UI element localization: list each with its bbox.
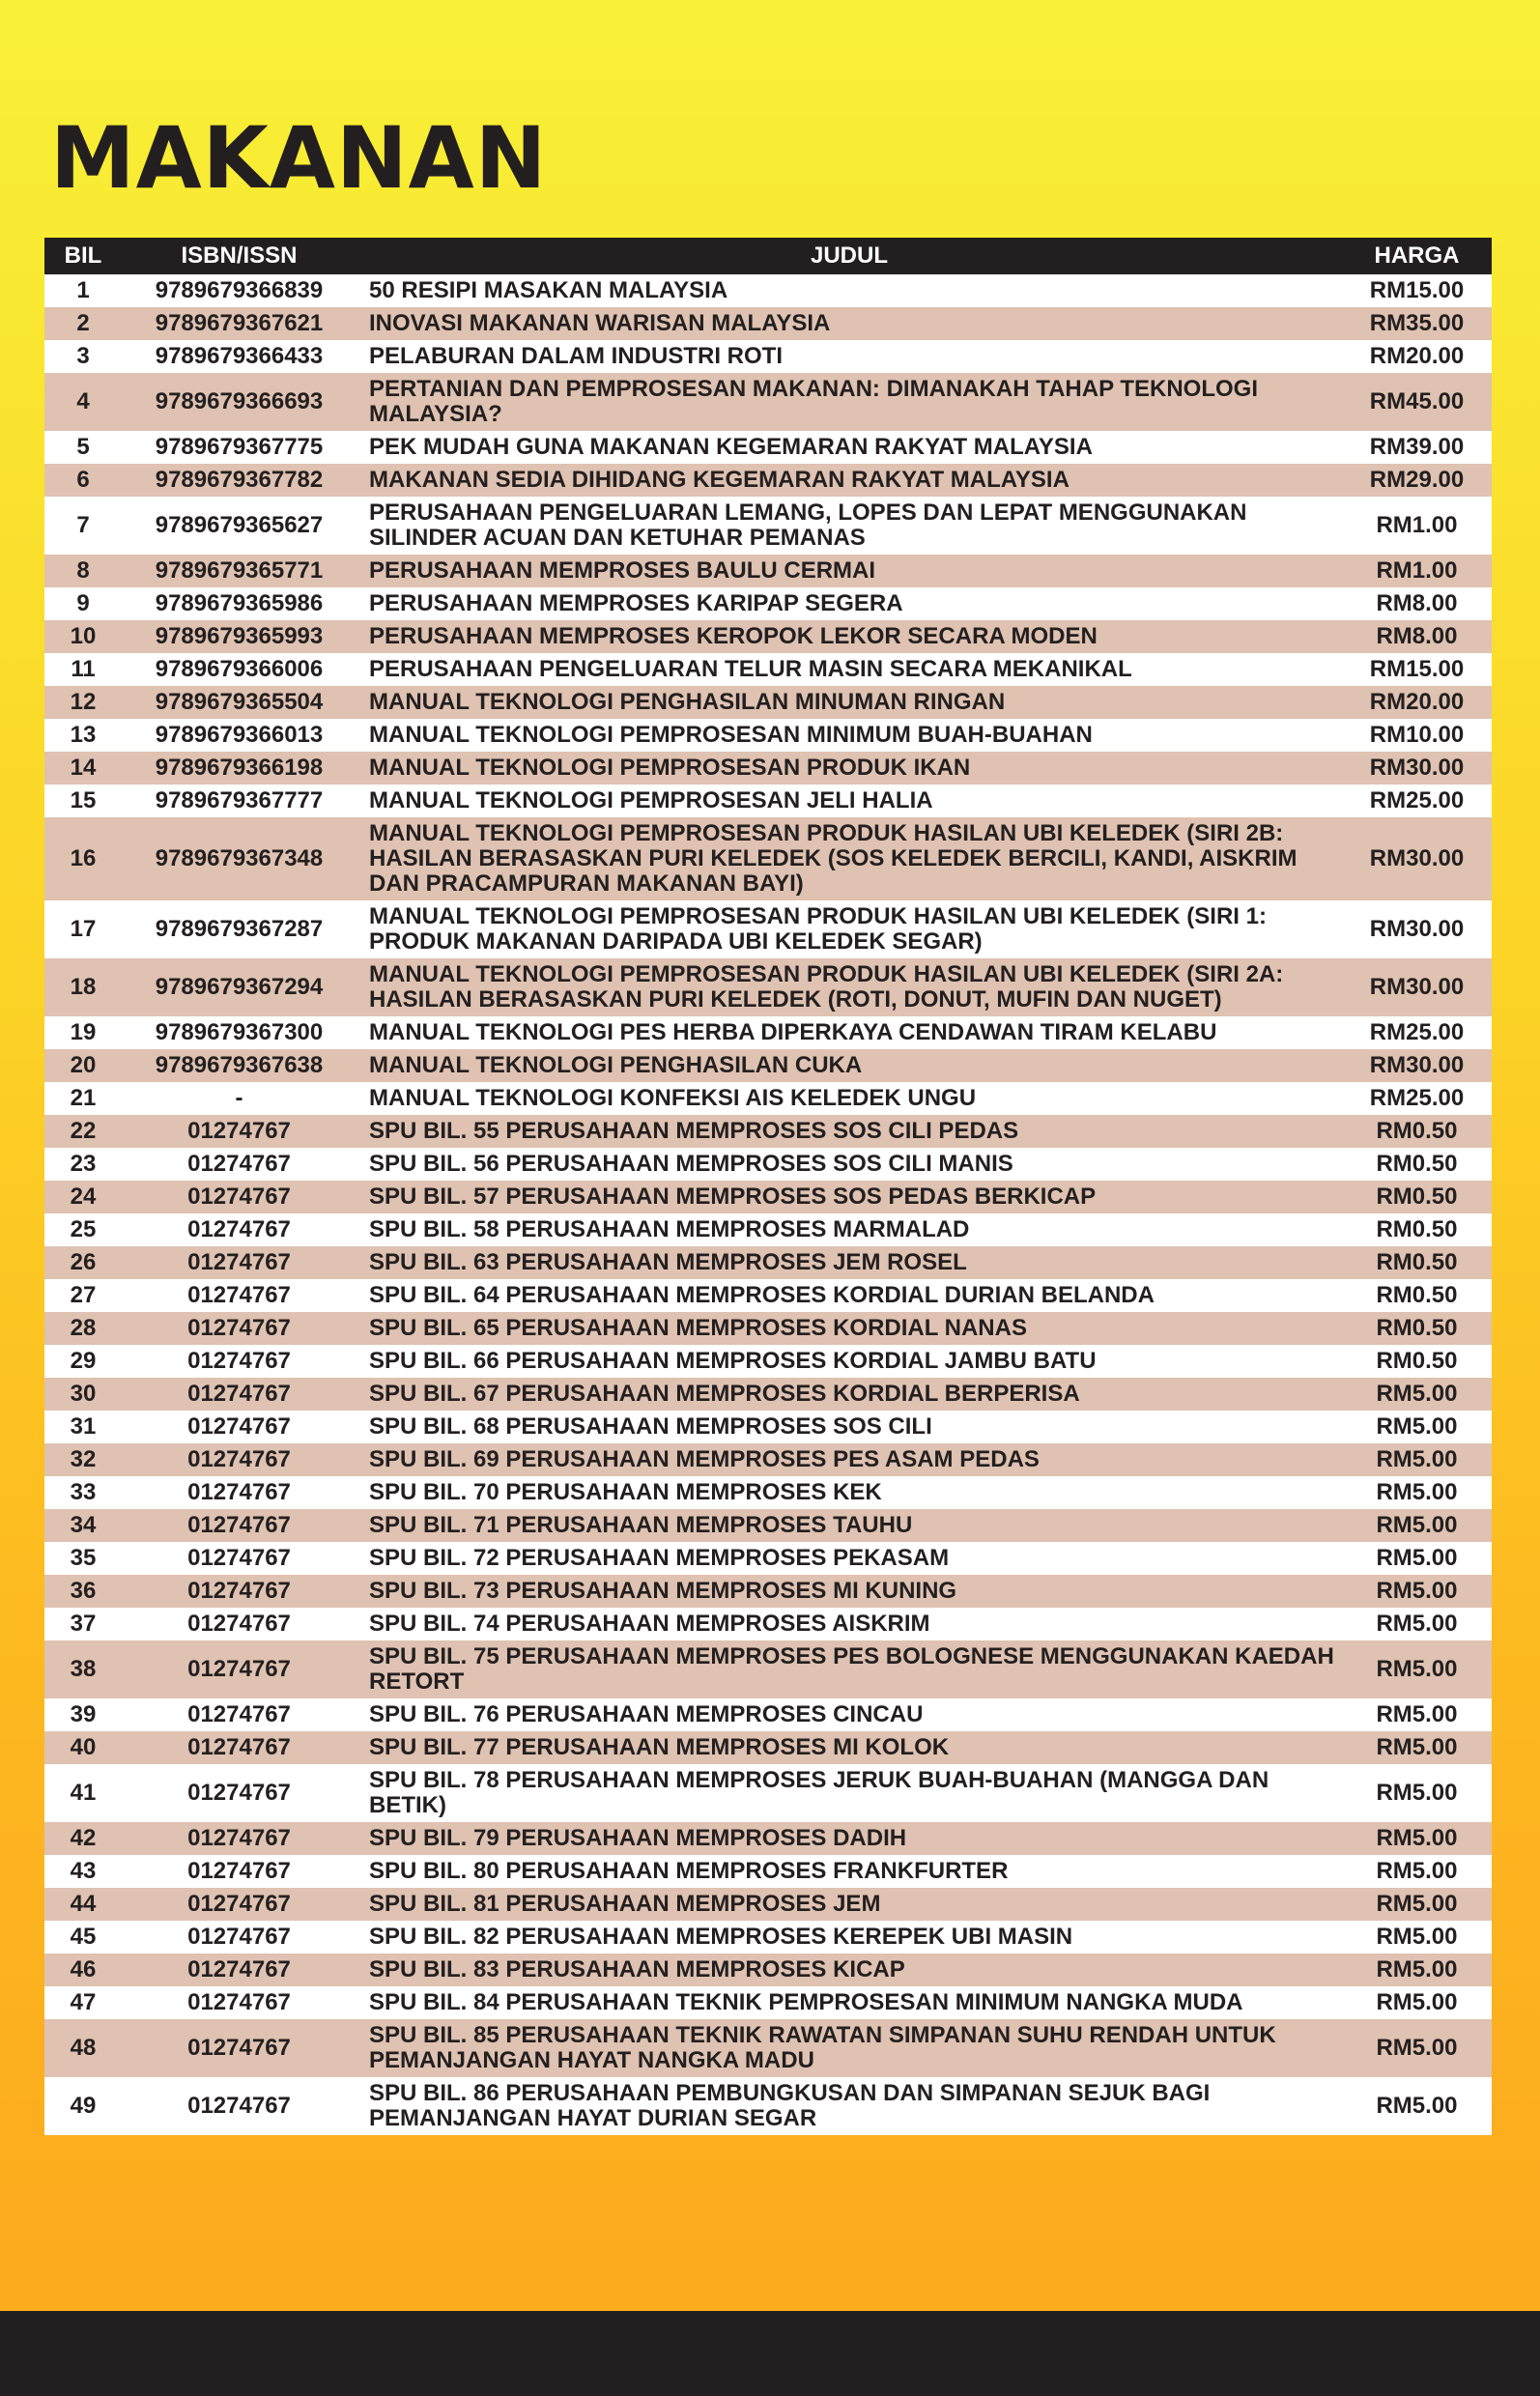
cell-bil: 5 bbox=[76, 434, 90, 460]
cell-isbn: 9789679365993 bbox=[155, 623, 324, 649]
cell-bil: 29 bbox=[70, 1348, 97, 1374]
table-row bbox=[44, 620, 1492, 653]
cell-judul: SPU BIL. 67 PERUSAHAAN MEMPROSES KORDIAL BERPERISA bbox=[369, 1381, 1080, 1407]
cell-bil: 45 bbox=[70, 1924, 97, 1950]
cell-judul: SPU BIL. 78 PERUSAHAAN MEMPROSES JERUK BUAH-BUAHAN (MANGGA DAN BETIK) bbox=[369, 1767, 1269, 1818]
cell-isbn: 01274767 bbox=[187, 1216, 291, 1242]
table-row bbox=[44, 1608, 1492, 1640]
cell-judul: SPU BIL. 73 PERUSAHAAN MEMPROSES MI KUNING bbox=[369, 1578, 957, 1604]
cell-bil: 42 bbox=[70, 1825, 97, 1851]
table-row bbox=[44, 1698, 1492, 1731]
cell-harga: RM5.00 bbox=[1376, 1512, 1458, 1538]
cell-harga: RM5.00 bbox=[1376, 1825, 1458, 1851]
cell-bil: 39 bbox=[70, 1701, 97, 1727]
cell-harga: RM5.00 bbox=[1376, 1446, 1458, 1472]
cell-bil: 21 bbox=[70, 1085, 97, 1111]
table-row bbox=[44, 1640, 1492, 1698]
cell-harga: RM5.00 bbox=[1376, 1656, 1458, 1682]
cell-harga: RM10.00 bbox=[1369, 722, 1465, 748]
cell-judul: SPU BIL. 79 PERUSAHAAN MEMPROSES DADIH bbox=[369, 1825, 907, 1851]
cell-harga: RM0.50 bbox=[1376, 1216, 1458, 1242]
cell-harga: RM0.50 bbox=[1376, 1118, 1458, 1144]
cell-isbn: 9789679366693 bbox=[155, 388, 324, 414]
cell-bil: 17 bbox=[70, 916, 97, 942]
cell-harga: RM5.00 bbox=[1376, 1611, 1458, 1637]
cell-bil: 13 bbox=[70, 722, 97, 748]
cell-bil: 16 bbox=[70, 845, 97, 871]
cell-harga: RM5.00 bbox=[1376, 1734, 1458, 1760]
cell-bil: 23 bbox=[70, 1151, 97, 1177]
table-row bbox=[44, 1378, 1492, 1411]
cell-isbn: 01274767 bbox=[187, 1249, 291, 1275]
cell-isbn: 01274767 bbox=[187, 1184, 291, 1210]
cell-judul: SPU BIL. 76 PERUSAHAAN MEMPROSES CINCAU bbox=[369, 1701, 924, 1727]
cell-isbn: 01274767 bbox=[187, 1858, 291, 1884]
cell-judul: MANUAL TEKNOLOGI KONFEKSI AIS KELEDEK UNGU bbox=[369, 1085, 977, 1111]
cell-bil: 33 bbox=[70, 1479, 97, 1505]
table-row bbox=[44, 2077, 1492, 2135]
cell-bil: 4 bbox=[76, 388, 90, 414]
table-row bbox=[44, 1764, 1492, 1822]
cell-isbn: 9789679367782 bbox=[155, 467, 324, 493]
cell-isbn: 01274767 bbox=[187, 1151, 291, 1177]
cell-harga: RM0.50 bbox=[1376, 1282, 1458, 1308]
cell-harga: RM15.00 bbox=[1369, 656, 1465, 682]
cell-harga: RM30.00 bbox=[1369, 916, 1465, 942]
cell-harga: RM5.00 bbox=[1376, 1381, 1458, 1407]
cell-isbn: 9789679366433 bbox=[155, 343, 324, 369]
cell-judul: MANUAL TEKNOLOGI PEMPROSESAN MINIMUM BUAH-BUAHAN bbox=[369, 722, 1093, 748]
table-row bbox=[44, 274, 1492, 307]
cell-judul: SPU BIL. 77 PERUSAHAAN MEMPROSES MI KOLOK bbox=[369, 1734, 950, 1760]
cell-isbn: 9789679365771 bbox=[155, 557, 324, 584]
table-row bbox=[44, 587, 1492, 620]
cell-isbn: 01274767 bbox=[187, 1348, 291, 1374]
cell-judul: MANUAL TEKNOLOGI PEMPROSESAN JELI HALIA bbox=[369, 787, 933, 813]
cell-judul: PERUSAHAAN MEMPROSES KEROPOK LEKOR SECARA MODEN bbox=[369, 623, 1098, 649]
cell-harga: RM25.00 bbox=[1369, 787, 1465, 813]
cell-isbn: 01274767 bbox=[187, 1512, 291, 1538]
cell-judul: SPU BIL. 68 PERUSAHAAN MEMPROSES SOS CILI bbox=[369, 1413, 932, 1440]
cell-harga: RM5.00 bbox=[1376, 2035, 1458, 2061]
cell-bil: 41 bbox=[70, 1780, 97, 1806]
cell-bil: 49 bbox=[70, 2093, 97, 2119]
cell-bil: 15 bbox=[70, 787, 97, 813]
table-row bbox=[44, 1181, 1492, 1213]
cell-harga: RM20.00 bbox=[1369, 689, 1465, 715]
cell-bil: 6 bbox=[76, 467, 90, 493]
cell-harga: RM8.00 bbox=[1376, 623, 1458, 649]
cell-bil: 2 bbox=[76, 310, 90, 336]
cell-harga: RM5.00 bbox=[1376, 1780, 1458, 1806]
cell-isbn: 01274767 bbox=[187, 1825, 291, 1851]
cell-bil: 3 bbox=[76, 343, 90, 369]
cell-harga: RM25.00 bbox=[1369, 1019, 1465, 1045]
cell-judul: SPU BIL. 63 PERUSAHAAN MEMPROSES JEM ROSEL bbox=[369, 1249, 967, 1275]
cell-bil: 34 bbox=[70, 1512, 97, 1538]
cell-judul: SPU BIL. 85 PERUSAHAAN TEKNIK RAWATAN SIMPANAN SUHU RENDAH UNTUK PEMANJANGAN HAYAT NANGKA MADU bbox=[369, 2022, 1276, 2073]
cell-judul: PERUSAHAAN MEMPROSES KARIPAP SEGERA bbox=[369, 590, 903, 616]
cell-harga: RM35.00 bbox=[1369, 310, 1465, 336]
cell-bil: 9 bbox=[76, 590, 90, 616]
cell-bil: 14 bbox=[70, 755, 97, 781]
cell-harga: RM0.50 bbox=[1376, 1315, 1458, 1341]
cell-bil: 30 bbox=[70, 1381, 97, 1407]
cell-bil: 24 bbox=[70, 1184, 97, 1210]
cell-bil: 10 bbox=[70, 623, 97, 649]
cell-judul: MAKANAN SEDIA DIHIDANG KEGEMARAN RAKYAT MALAYSIA bbox=[369, 467, 1069, 493]
cell-harga: RM30.00 bbox=[1369, 1052, 1465, 1078]
cell-bil: 44 bbox=[70, 1891, 97, 1917]
cell-judul: MANUAL TEKNOLOGI PEMPROSESAN PRODUK HASILAN UBI KELEDEK (SIRI 2B: HASILAN BERASASKAN PURI KELEDEK (SOS KELEDEK BERCILI, KANDI, AISKRIM DAN PRACAMPURAN MAKANAN BAYI) bbox=[369, 820, 1298, 897]
header-bil: BIL bbox=[64, 242, 102, 269]
table-row bbox=[44, 373, 1492, 431]
cell-bil: 47 bbox=[70, 1989, 97, 2015]
table-row bbox=[44, 1954, 1492, 1986]
cell-isbn: 01274767 bbox=[187, 1656, 291, 1682]
cell-isbn: 9789679366006 bbox=[155, 656, 324, 682]
cell-isbn: 9789679367287 bbox=[155, 916, 324, 942]
table-row bbox=[44, 1575, 1492, 1608]
cell-judul: MANUAL TEKNOLOGI PENGHASILAN CUKA bbox=[369, 1052, 863, 1078]
cell-isbn: 9789679365504 bbox=[155, 689, 324, 715]
cell-harga: RM5.00 bbox=[1376, 1413, 1458, 1440]
cell-bil: 28 bbox=[70, 1315, 97, 1341]
cell-isbn: 9789679366013 bbox=[155, 722, 324, 748]
cell-judul: SPU BIL. 58 PERUSAHAAN MEMPROSES MARMALAD bbox=[369, 1216, 970, 1242]
cell-judul: MANUAL TEKNOLOGI PES HERBA DIPERKAYA CENDAWAN TIRAM KELABU bbox=[369, 1019, 1217, 1045]
cell-judul: SPU BIL. 66 PERUSAHAAN MEMPROSES KORDIAL JAMBU BATU bbox=[369, 1348, 1097, 1374]
cell-isbn: 9789679367775 bbox=[155, 434, 324, 460]
cell-judul: MANUAL TEKNOLOGI PEMPROSESAN PRODUK HASILAN UBI KELEDEK (SIRI 1: PRODUK MAKANAN DARIPADA UBI KELEDEK SEGAR) bbox=[369, 903, 1267, 955]
cell-bil: 25 bbox=[70, 1216, 97, 1242]
cell-bil: 37 bbox=[70, 1611, 97, 1637]
cell-harga: RM30.00 bbox=[1369, 845, 1465, 871]
cell-judul: SPU BIL. 84 PERUSAHAAN TEKNIK PEMPROSESAN MINIMUM NANGKA MUDA bbox=[369, 1989, 1243, 2015]
cell-isbn: 01274767 bbox=[187, 1282, 291, 1308]
header-isbn: ISBN/ISSN bbox=[181, 242, 298, 269]
price-table bbox=[44, 238, 1492, 2135]
cell-harga: RM0.50 bbox=[1376, 1184, 1458, 1210]
table-row bbox=[44, 1921, 1492, 1954]
cell-judul: SPU BIL. 75 PERUSAHAAN MEMPROSES PES BOLOGNESE MENGGUNAKAN KAEDAH RETORT bbox=[369, 1643, 1334, 1695]
cell-isbn: 01274767 bbox=[187, 1780, 291, 1806]
table-row bbox=[44, 1855, 1492, 1888]
cell-bil: 7 bbox=[76, 512, 90, 538]
table-row bbox=[44, 555, 1492, 587]
table-row bbox=[44, 497, 1492, 555]
cell-judul: MANUAL TEKNOLOGI PEMPROSESAN PRODUK IKAN bbox=[369, 755, 971, 781]
table-body bbox=[44, 274, 1492, 2135]
cell-bil: 31 bbox=[70, 1413, 97, 1440]
cell-bil: 18 bbox=[70, 974, 97, 1000]
table-row bbox=[44, 1411, 1492, 1443]
cell-isbn: 9789679365627 bbox=[155, 512, 324, 538]
table-row bbox=[44, 784, 1492, 817]
table-row bbox=[44, 686, 1492, 719]
table-row bbox=[44, 1049, 1492, 1082]
footer-bar bbox=[0, 2311, 1540, 2396]
cell-harga: RM1.00 bbox=[1376, 557, 1458, 584]
cell-judul: SPU BIL. 80 PERUSAHAAN MEMPROSES FRANKFURTER bbox=[369, 1858, 1009, 1884]
cell-harga: RM5.00 bbox=[1376, 1701, 1458, 1727]
table-row bbox=[44, 1016, 1492, 1049]
cell-judul: MANUAL TEKNOLOGI PENGHASILAN MINUMAN RINGAN bbox=[369, 689, 1006, 715]
cell-judul: PERUSAHAAN PENGELUARAN LEMANG, LOPES DAN LEPAT MENGGUNAKAN SILINDER ACUAN DAN KETUHAR PEMANAS bbox=[369, 499, 1247, 551]
cell-isbn: 01274767 bbox=[187, 1611, 291, 1637]
cell-harga: RM5.00 bbox=[1376, 1891, 1458, 1917]
cell-judul: SPU BIL. 82 PERUSAHAAN MEMPROSES KEREPEK UBI MASIN bbox=[369, 1924, 1073, 1950]
cell-harga: RM5.00 bbox=[1376, 1956, 1458, 1982]
cell-judul: PEK MUDAH GUNA MAKANAN KEGEMARAN RAKYAT MALAYSIA bbox=[369, 434, 1093, 460]
table-row bbox=[44, 719, 1492, 752]
cell-bil: 40 bbox=[70, 1734, 97, 1760]
cell-bil: 43 bbox=[70, 1858, 97, 1884]
table-row bbox=[44, 340, 1492, 373]
cell-harga: RM29.00 bbox=[1369, 467, 1465, 493]
cell-bil: 19 bbox=[70, 1019, 97, 1045]
table-row bbox=[44, 2019, 1492, 2077]
table-row bbox=[44, 1345, 1492, 1378]
cell-harga: RM8.00 bbox=[1376, 590, 1458, 616]
page-title: MAKANAN bbox=[50, 108, 548, 208]
table-row bbox=[44, 1822, 1492, 1855]
cell-bil: 12 bbox=[70, 689, 97, 715]
cell-isbn: 9789679365986 bbox=[155, 590, 324, 616]
cell-isbn: 01274767 bbox=[187, 1381, 291, 1407]
cell-bil: 38 bbox=[70, 1656, 97, 1682]
table-row bbox=[44, 817, 1492, 900]
cell-isbn: 9789679367621 bbox=[155, 310, 324, 336]
cell-harga: RM20.00 bbox=[1369, 343, 1465, 369]
cell-harga: RM45.00 bbox=[1369, 388, 1465, 414]
table-row bbox=[44, 1115, 1492, 1148]
cell-isbn: 9789679367300 bbox=[155, 1019, 324, 1045]
table-row bbox=[44, 1246, 1492, 1279]
cell-isbn: 9789679367348 bbox=[155, 845, 324, 871]
price-table-container bbox=[44, 238, 1492, 2135]
cell-isbn: 01274767 bbox=[187, 1118, 291, 1144]
cell-judul: PERTANIAN DAN PEMPROSESAN MAKANAN: DIMANAKAH TAHAP TEKNOLOGI MALAYSIA? bbox=[369, 376, 1259, 427]
cell-harga: RM5.00 bbox=[1376, 1924, 1458, 1950]
cell-harga: RM1.00 bbox=[1376, 512, 1458, 538]
cell-judul: PELABURAN DALAM INDUSTRI ROTI bbox=[369, 343, 783, 369]
cell-isbn: 01274767 bbox=[187, 1545, 291, 1571]
cell-isbn: 01274767 bbox=[187, 1891, 291, 1917]
table-header bbox=[44, 238, 1492, 274]
table-row bbox=[44, 431, 1492, 464]
cell-harga: RM5.00 bbox=[1376, 1989, 1458, 2015]
cell-bil: 46 bbox=[70, 1956, 97, 1982]
cell-isbn: 01274767 bbox=[187, 1446, 291, 1472]
cell-isbn: 01274767 bbox=[187, 1956, 291, 1982]
cell-isbn: 9789679367638 bbox=[155, 1052, 324, 1078]
cell-judul: 50 RESIPI MASAKAN MALAYSIA bbox=[369, 277, 728, 303]
table-row bbox=[44, 1888, 1492, 1921]
cell-judul: SPU BIL. 81 PERUSAHAAN MEMPROSES JEM bbox=[369, 1891, 881, 1917]
table-row bbox=[44, 1213, 1492, 1246]
cell-isbn: 01274767 bbox=[187, 1701, 291, 1727]
table-row bbox=[44, 958, 1492, 1016]
cell-judul: SPU BIL. 74 PERUSAHAAN MEMPROSES AISKRIM bbox=[369, 1611, 930, 1637]
table-row bbox=[44, 1312, 1492, 1345]
cell-judul: SPU BIL. 64 PERUSAHAAN MEMPROSES KORDIAL DURIAN BELANDA bbox=[369, 1282, 1155, 1308]
table-row bbox=[44, 900, 1492, 958]
cell-bil: 20 bbox=[70, 1052, 97, 1078]
table-header-row bbox=[44, 238, 1492, 274]
table-row bbox=[44, 1731, 1492, 1764]
cell-isbn: 01274767 bbox=[187, 1479, 291, 1505]
cell-judul: SPU BIL. 65 PERUSAHAAN MEMPROSES KORDIAL NANAS bbox=[369, 1315, 1027, 1341]
cell-harga: RM5.00 bbox=[1376, 2093, 1458, 2119]
cell-harga: RM15.00 bbox=[1369, 277, 1465, 303]
table-row bbox=[44, 1509, 1492, 1542]
cell-isbn: 01274767 bbox=[187, 2035, 291, 2061]
table-row bbox=[44, 1443, 1492, 1476]
cell-judul: INOVASI MAKANAN WARISAN MALAYSIA bbox=[369, 310, 831, 336]
header-harga: HARGA bbox=[1374, 242, 1460, 269]
cell-bil: 27 bbox=[70, 1282, 97, 1308]
cell-bil: 11 bbox=[71, 656, 96, 682]
cell-judul: SPU BIL. 70 PERUSAHAAN MEMPROSES KEK bbox=[369, 1479, 882, 1505]
cell-harga: RM0.50 bbox=[1376, 1151, 1458, 1177]
cell-judul: SPU BIL. 83 PERUSAHAAN MEMPROSES KICAP bbox=[369, 1956, 905, 1982]
table-row bbox=[44, 1082, 1492, 1115]
cell-bil: 1 bbox=[76, 277, 90, 303]
cell-judul: SPU BIL. 56 PERUSAHAAN MEMPROSES SOS CILI MANIS bbox=[369, 1151, 1013, 1177]
cell-isbn: 9789679366198 bbox=[155, 755, 324, 781]
cell-judul: SPU BIL. 55 PERUSAHAAN MEMPROSES SOS CILI PEDAS bbox=[369, 1118, 1019, 1144]
cell-isbn: 01274767 bbox=[187, 1734, 291, 1760]
table-row bbox=[44, 1279, 1492, 1312]
cell-harga: RM5.00 bbox=[1376, 1858, 1458, 1884]
cell-harga: RM0.50 bbox=[1376, 1249, 1458, 1275]
cell-isbn: 01274767 bbox=[187, 1989, 291, 2015]
table-row bbox=[44, 1476, 1492, 1509]
cell-judul: PERUSAHAAN PENGELUARAN TELUR MASIN SECARA MEKANIKAL bbox=[369, 656, 1132, 682]
cell-isbn: 9789679367777 bbox=[155, 787, 324, 813]
cell-isbn: 01274767 bbox=[187, 1413, 291, 1440]
cell-isbn: 9789679366839 bbox=[155, 277, 324, 303]
cell-harga: RM5.00 bbox=[1376, 1479, 1458, 1505]
cell-judul: SPU BIL. 57 PERUSAHAAN MEMPROSES SOS PEDAS BERKICAP bbox=[369, 1184, 1097, 1210]
cell-isbn: 01274767 bbox=[187, 1315, 291, 1341]
cell-isbn: 01274767 bbox=[187, 1924, 291, 1950]
cell-bil: 35 bbox=[70, 1545, 97, 1571]
cell-judul: SPU BIL. 72 PERUSAHAAN MEMPROSES PEKASAM bbox=[369, 1545, 950, 1571]
cell-harga: RM30.00 bbox=[1369, 755, 1465, 781]
table-row bbox=[44, 752, 1492, 784]
cell-bil: 26 bbox=[70, 1249, 97, 1275]
cell-harga: RM30.00 bbox=[1369, 974, 1465, 1000]
cell-harga: RM25.00 bbox=[1369, 1085, 1465, 1111]
cell-isbn: 01274767 bbox=[187, 1578, 291, 1604]
cell-bil: 8 bbox=[76, 557, 90, 584]
cell-bil: 36 bbox=[70, 1578, 97, 1604]
cell-harga: RM5.00 bbox=[1376, 1578, 1458, 1604]
cell-isbn: - bbox=[235, 1085, 243, 1111]
cell-harga: RM39.00 bbox=[1369, 434, 1465, 460]
table-row bbox=[44, 464, 1492, 497]
cell-judul: SPU BIL. 86 PERUSAHAAN PEMBUNGKUSAN DAN SIMPANAN SEJUK BAGI PEMANJANGAN HAYAT DURIAN SEGAR bbox=[369, 2080, 1211, 2131]
header-judul: JUDUL bbox=[810, 242, 888, 269]
cell-bil: 48 bbox=[70, 2035, 97, 2061]
table-row bbox=[44, 653, 1492, 686]
cell-judul: SPU BIL. 71 PERUSAHAAN MEMPROSES TAUHU bbox=[369, 1512, 913, 1538]
table-row bbox=[44, 1148, 1492, 1181]
cell-judul: SPU BIL. 69 PERUSAHAAN MEMPROSES PES ASAM PEDAS bbox=[369, 1446, 1040, 1472]
cell-isbn: 01274767 bbox=[187, 2093, 291, 2119]
cell-harga: RM0.50 bbox=[1376, 1348, 1458, 1374]
table-row bbox=[44, 307, 1492, 340]
cell-judul: PERUSAHAAN MEMPROSES BAULU CERMAI bbox=[369, 557, 876, 584]
cell-bil: 32 bbox=[70, 1446, 97, 1472]
cell-judul: MANUAL TEKNOLOGI PEMPROSESAN PRODUK HASILAN UBI KELEDEK (SIRI 2A: HASILAN BERASASKAN PURI KELEDEK (ROTI, DONUT, MUFIN DAN NUGET) bbox=[369, 961, 1284, 1013]
cell-harga: RM5.00 bbox=[1376, 1545, 1458, 1571]
cell-isbn: 9789679367294 bbox=[155, 974, 324, 1000]
table-row bbox=[44, 1542, 1492, 1575]
cell-bil: 22 bbox=[70, 1118, 97, 1144]
table-row bbox=[44, 1986, 1492, 2019]
